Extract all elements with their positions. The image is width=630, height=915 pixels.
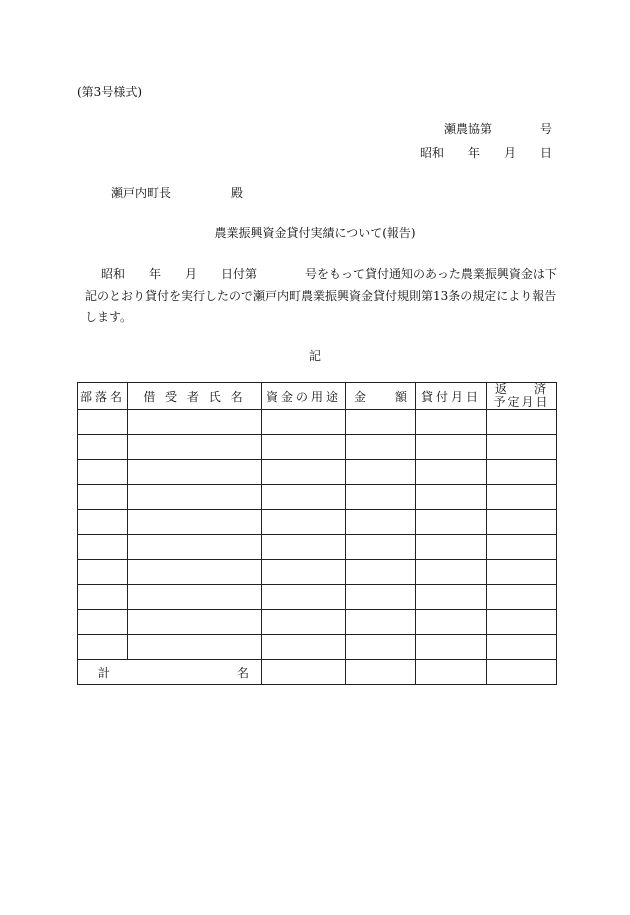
fund-purpose-cell[interactable] bbox=[262, 585, 346, 610]
hamlet-cell[interactable] bbox=[78, 635, 128, 660]
hamlet-cell[interactable] bbox=[78, 560, 128, 585]
fund-purpose-cell[interactable] bbox=[262, 635, 346, 660]
header-borrower-name: 借 受 者 氏 名 bbox=[128, 383, 262, 410]
loan-ledger-table bbox=[77, 382, 557, 685]
amount-cell[interactable] bbox=[346, 635, 416, 660]
fund-purpose-cell[interactable] bbox=[262, 435, 346, 460]
borrower-name-cell[interactable] bbox=[128, 435, 262, 460]
fund-purpose-cell[interactable] bbox=[262, 510, 346, 535]
loan-date-cell[interactable] bbox=[416, 635, 487, 660]
borrower-name-cell[interactable] bbox=[128, 410, 262, 435]
total-label: 計 bbox=[98, 665, 111, 680]
loan-date-cell[interactable] bbox=[416, 560, 487, 585]
loan-date-cell[interactable] bbox=[416, 510, 487, 535]
table-row bbox=[78, 560, 557, 585]
addressee: 瀬戸内町長 殿 bbox=[111, 186, 244, 200]
repay-date-cell[interactable] bbox=[487, 435, 557, 460]
fund-purpose-cell[interactable] bbox=[262, 535, 346, 560]
total-name-label: 名 bbox=[236, 665, 249, 680]
table-row bbox=[78, 410, 557, 435]
document-title: 農業振興資金貸付実績について(報告) bbox=[214, 226, 416, 240]
amount-cell[interactable] bbox=[346, 610, 416, 635]
borrower-name-cell[interactable] bbox=[128, 460, 262, 485]
loan-date-cell[interactable] bbox=[416, 535, 487, 560]
hamlet-cell[interactable] bbox=[78, 485, 128, 510]
table-row bbox=[78, 635, 557, 660]
body-line: 昭和 年 月 日付第 号をもって貸付通知のあった農業振興資金は下 bbox=[101, 267, 557, 281]
repay-date-cell[interactable] bbox=[487, 535, 557, 560]
amount-cell[interactable] bbox=[346, 410, 416, 435]
hamlet-cell[interactable] bbox=[78, 510, 128, 535]
amount-cell[interactable] bbox=[346, 510, 416, 535]
header-repay-bottom: 予定月日 bbox=[493, 395, 550, 409]
total-row bbox=[78, 660, 557, 685]
header-amount-left: 金 bbox=[354, 389, 370, 404]
table-row bbox=[78, 435, 557, 460]
hamlet-cell[interactable] bbox=[78, 585, 128, 610]
header-amount-right: 額 bbox=[395, 389, 411, 404]
header-amount bbox=[346, 383, 416, 410]
repay-date-cell[interactable] bbox=[487, 510, 557, 535]
amount-cell[interactable] bbox=[346, 535, 416, 560]
table-row bbox=[78, 535, 557, 560]
borrower-name-cell[interactable] bbox=[128, 635, 262, 660]
repay-date-cell[interactable] bbox=[487, 460, 557, 485]
hamlet-cell[interactable] bbox=[78, 460, 128, 485]
borrower-name-cell[interactable] bbox=[128, 585, 262, 610]
header-hamlet: 部落名 bbox=[78, 383, 128, 410]
header-fund-purpose: 資金の用途 bbox=[262, 383, 346, 410]
hamlet-cell[interactable] bbox=[78, 610, 128, 635]
borrower-name-cell[interactable] bbox=[128, 510, 262, 535]
table-row bbox=[78, 610, 557, 635]
total-loan-date-cell[interactable] bbox=[416, 660, 487, 685]
body-text bbox=[85, 264, 555, 329]
loan-date-cell[interactable] bbox=[416, 485, 487, 510]
header-repayment-date bbox=[487, 383, 557, 410]
borrower-name-cell[interactable] bbox=[128, 485, 262, 510]
amount-cell[interactable] bbox=[346, 585, 416, 610]
table-row bbox=[78, 485, 557, 510]
date-line: 昭和 年 月 日 bbox=[420, 146, 553, 160]
borrower-name-cell[interactable] bbox=[128, 560, 262, 585]
amount-cell[interactable] bbox=[346, 460, 416, 485]
header-repay-top-left: 返 bbox=[495, 382, 510, 396]
header-loan-date: 貸付月日 bbox=[416, 383, 487, 410]
loan-date-cell[interactable] bbox=[416, 410, 487, 435]
fund-purpose-cell[interactable] bbox=[262, 485, 346, 510]
amount-cell[interactable] bbox=[346, 485, 416, 510]
body-line: します。 bbox=[85, 310, 133, 324]
amount-cell[interactable] bbox=[346, 435, 416, 460]
loan-date-cell[interactable] bbox=[416, 585, 487, 610]
table-row bbox=[78, 460, 557, 485]
borrower-name-cell[interactable] bbox=[128, 535, 262, 560]
repay-date-cell[interactable] bbox=[487, 410, 557, 435]
body-line: 記のとおり貸付を実行したので瀬戸内町農業振興資金貸付規則第13条の規定により報告 bbox=[85, 288, 557, 303]
form-number: (第3号様式) bbox=[77, 85, 142, 99]
total-repay-date-cell[interactable] bbox=[487, 660, 557, 685]
loan-date-cell[interactable] bbox=[416, 460, 487, 485]
repay-date-cell[interactable] bbox=[487, 635, 557, 660]
table-row bbox=[78, 510, 557, 535]
header-repay-top-right: 済 bbox=[533, 382, 548, 396]
repay-date-cell[interactable] bbox=[487, 560, 557, 585]
hamlet-cell[interactable] bbox=[78, 535, 128, 560]
table-row bbox=[78, 585, 557, 610]
total-purpose-cell[interactable] bbox=[262, 660, 346, 685]
total-cell bbox=[78, 660, 262, 685]
total-amount-cell[interactable] bbox=[346, 660, 416, 685]
fund-purpose-cell[interactable] bbox=[262, 560, 346, 585]
borrower-name-cell[interactable] bbox=[128, 610, 262, 635]
loan-date-cell[interactable] bbox=[416, 435, 487, 460]
reference-number: 瀬農協第 号 bbox=[444, 122, 553, 136]
repay-date-cell[interactable] bbox=[487, 585, 557, 610]
fund-purpose-cell[interactable] bbox=[262, 460, 346, 485]
repay-date-cell[interactable] bbox=[487, 485, 557, 510]
fund-purpose-cell[interactable] bbox=[262, 610, 346, 635]
hamlet-cell[interactable] bbox=[78, 410, 128, 435]
amount-cell[interactable] bbox=[346, 560, 416, 585]
ki-heading: 記 bbox=[308, 349, 321, 363]
header-row bbox=[78, 383, 557, 410]
fund-purpose-cell[interactable] bbox=[262, 410, 346, 435]
loan-date-cell[interactable] bbox=[416, 610, 487, 635]
repay-date-cell[interactable] bbox=[487, 610, 557, 635]
hamlet-cell[interactable] bbox=[78, 435, 128, 460]
